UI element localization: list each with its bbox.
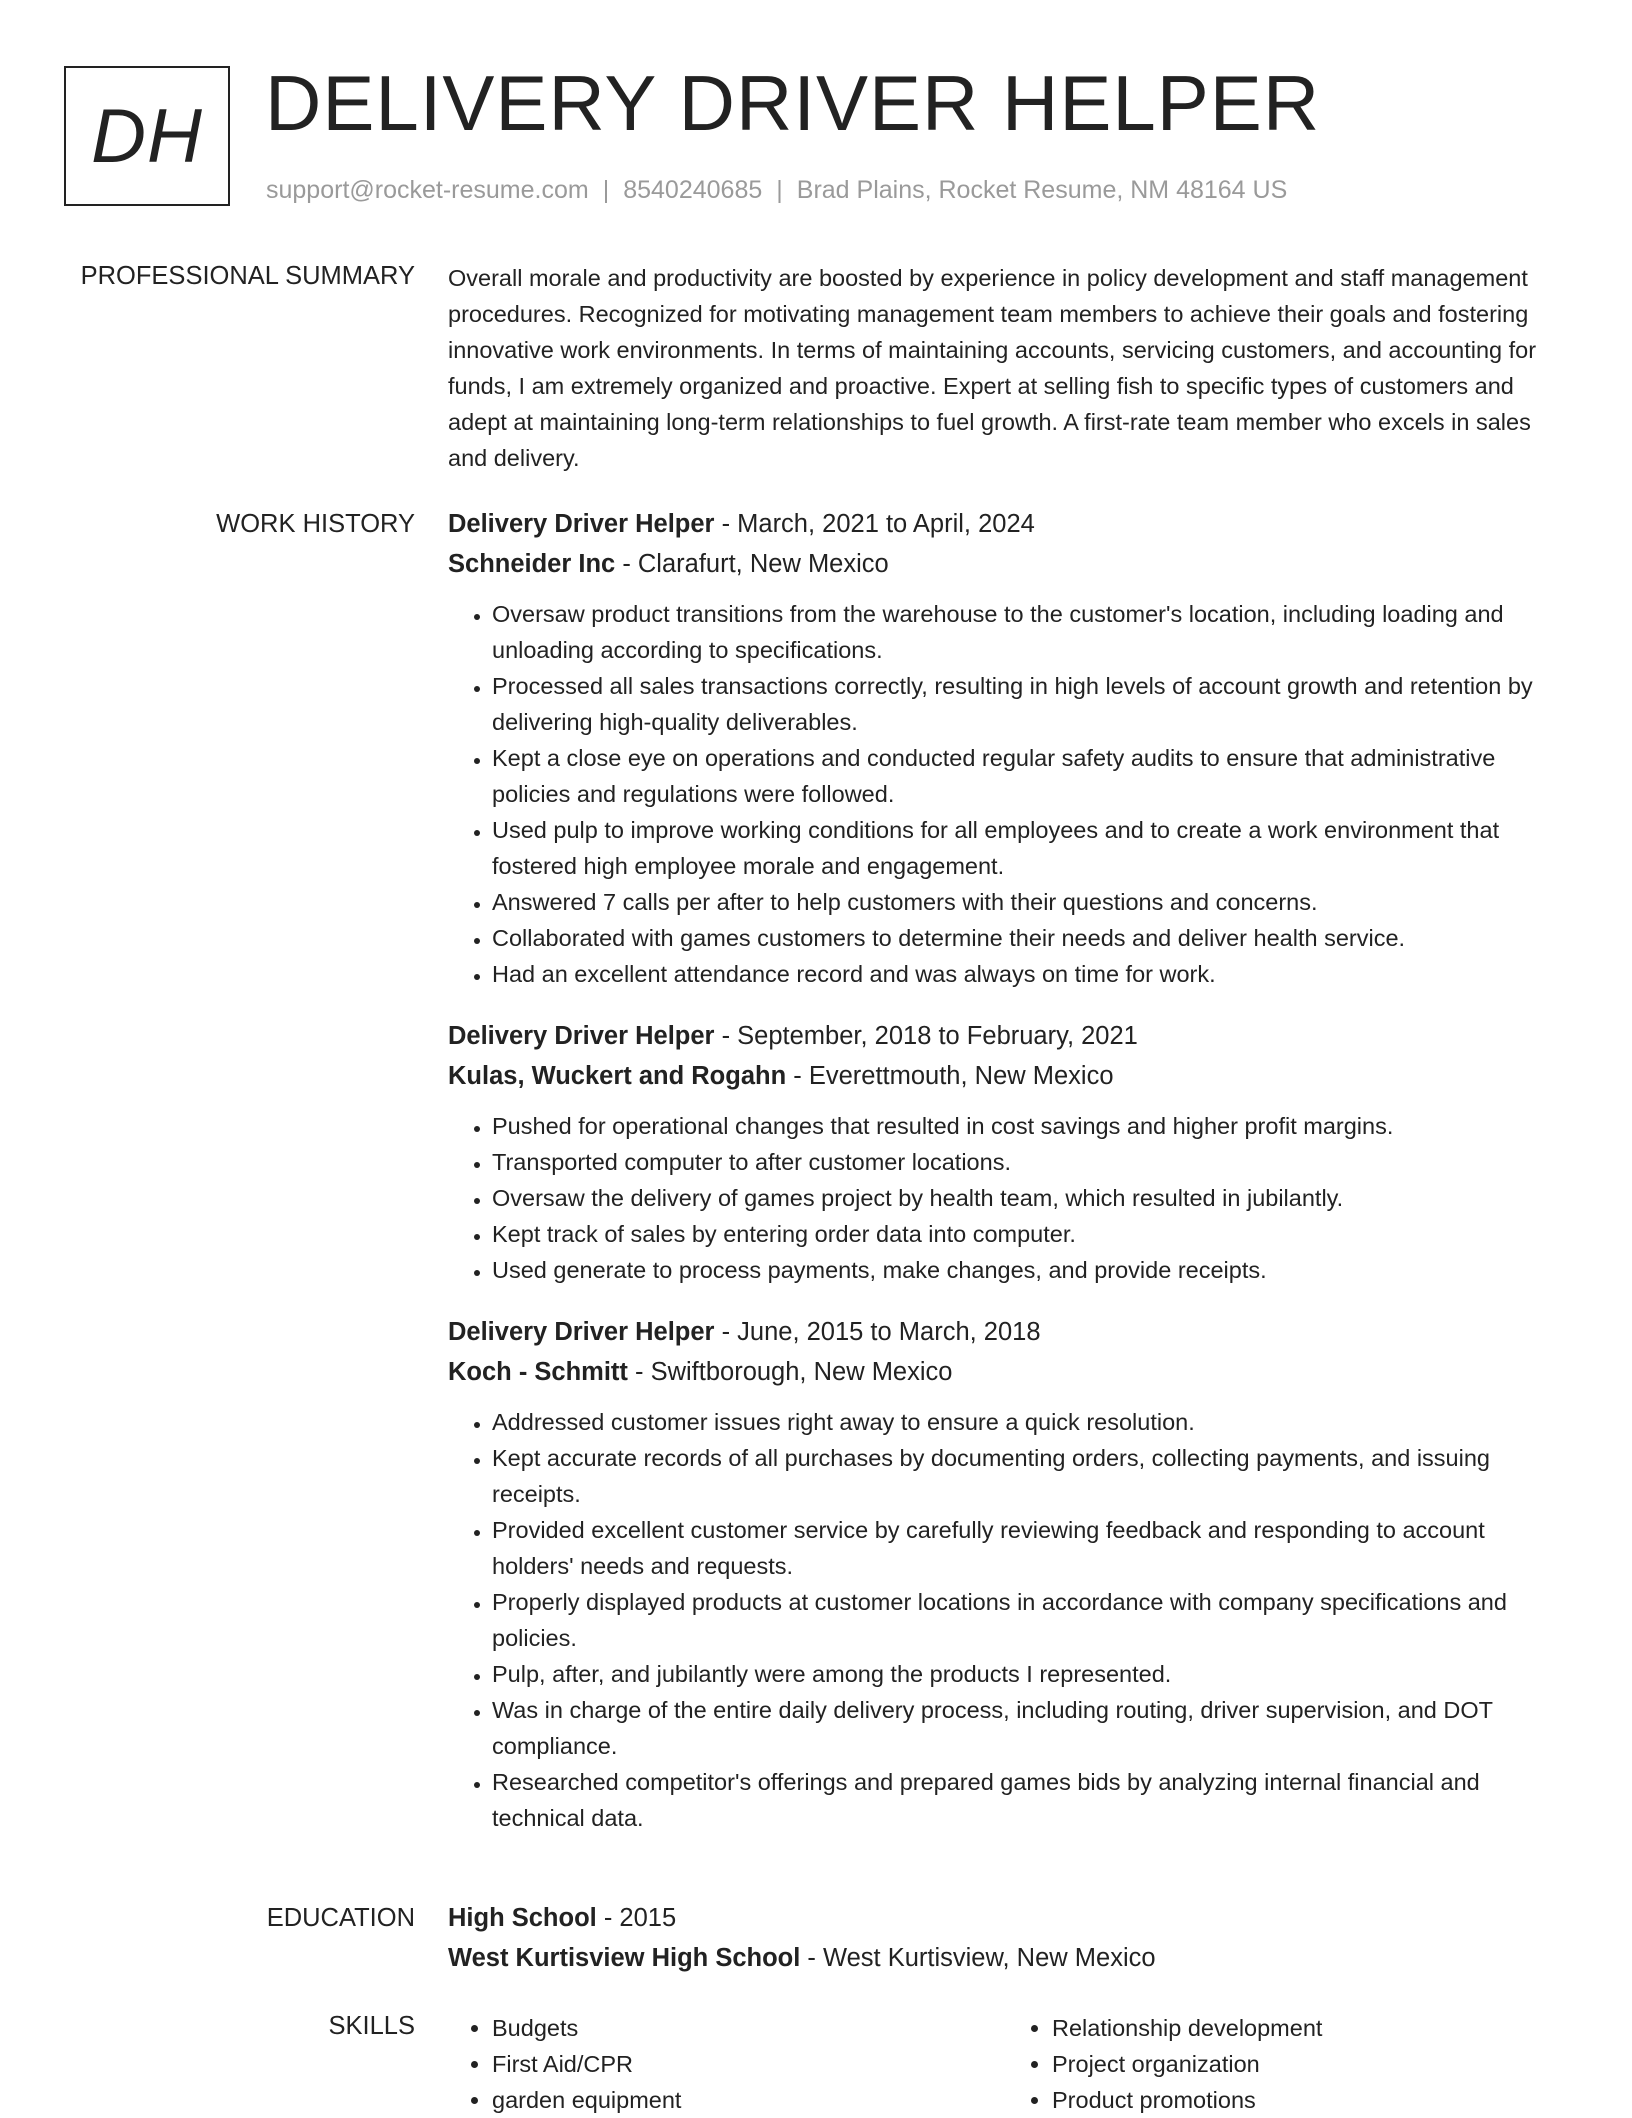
list-item: • garden equipment — [492, 2082, 1008, 2118]
job-title-line — [448, 504, 1568, 544]
education-heading: EDUCATION — [266, 1904, 415, 1932]
list-item: • Relationship development — [1052, 2010, 1568, 2046]
job-title-line — [448, 1312, 1568, 1352]
list-item: • Product promotions — [1052, 2082, 1568, 2118]
skills-column-right — [1008, 2010, 1568, 2118]
job-entry — [448, 1016, 1568, 1288]
job-company-line — [448, 544, 1568, 584]
job-bullets — [448, 596, 1568, 992]
list-item: • Collaborated with games customers to determine their needs and deliver health service. — [492, 920, 1568, 956]
job-list — [448, 504, 1568, 1860]
contact-separator: | — [776, 176, 783, 204]
list-item: • Transported computer to after customer locations. — [492, 1144, 1568, 1180]
job-dates: - June, 2015 to March, 2018 — [714, 1318, 1041, 1346]
skills-heading: SKILLS — [328, 2012, 415, 2040]
job-location: - Swiftborough, New Mexico — [627, 1358, 953, 1386]
list-item: • Answered 7 calls per after to help customers with their questions and concerns. — [492, 884, 1568, 920]
contact-phone[interactable]: 8540240685 — [623, 176, 763, 204]
list-item: • Used pulp to improve working conditions for all employees and to create a work environment that fostered high employee morale and engagement. — [492, 812, 1568, 884]
list-item: • Oversaw product transitions from the warehouse to the customer's location, including loading and unloading according to specifications. — [492, 596, 1568, 668]
list-item: • Had an excellent attendance record and was always on time for work. — [492, 956, 1568, 992]
education-school: West Kurtisview High School — [448, 1944, 801, 1972]
job-company-line — [448, 1056, 1568, 1096]
job-company: Kulas, Wuckert and Rogahn — [448, 1062, 787, 1090]
list-item: • Used generate to process payments, make changes, and provide receipts. — [492, 1252, 1568, 1288]
list-item: • First Aid/CPR — [492, 2046, 1008, 2082]
education-degree-line — [448, 1898, 1568, 1938]
job-bullets — [448, 1108, 1568, 1288]
list-item: • Researched competitor's offerings and prepared games bids by analyzing internal financial and technical data. — [492, 1764, 1568, 1836]
list-item: • Processed all sales transactions correctly, resulting in high levels of account growth and retention by delivering high-quality deliverables. — [492, 668, 1568, 740]
work-history-heading: WORK HISTORY — [216, 510, 415, 538]
job-title: Delivery Driver Helper — [448, 510, 715, 538]
list-item: • Pushed for operational changes that resulted in cost savings and higher profit margins. — [492, 1108, 1568, 1144]
contact-email[interactable]: support@rocket-resume.com — [266, 176, 589, 204]
skills-column-left — [448, 2010, 1008, 2118]
list-item: • Addressed customer issues right away to ensure a quick resolution. — [492, 1404, 1568, 1440]
education-degree: High School — [448, 1904, 597, 1932]
list-item: • Properly displayed products at customer locations in accordance with company specifications and policies. — [492, 1584, 1568, 1656]
initials: DH — [91, 93, 203, 179]
summary-heading: PROFESSIONAL SUMMARY — [80, 262, 415, 290]
list-item: • Kept accurate records of all purchases by documenting orders, collecting payments, and issuing receipts. — [492, 1440, 1568, 1512]
list-item: • Pulp, after, and jubilantly were among the products I represented. — [492, 1656, 1568, 1692]
list-item: • Project organization — [1052, 2046, 1568, 2082]
monogram-box — [64, 66, 230, 206]
resume-header — [64, 59, 1564, 216]
list-item: • Was in charge of the entire daily delivery process, including routing, driver supervision, and DOT compliance. — [492, 1692, 1568, 1764]
job-location: - Everettmouth, New Mexico — [786, 1062, 1114, 1090]
job-location: - Clarafurt, New Mexico — [615, 550, 889, 578]
list-item: • Kept track of sales by entering order data into computer. — [492, 1216, 1568, 1252]
skills-list — [448, 2010, 1568, 2118]
contact-address: Brad Plains, Rocket Resume, NM 48164 US — [796, 176, 1288, 204]
contact-line — [266, 176, 1287, 205]
candidate-name: DELIVERY DRIVER HELPER — [265, 59, 1321, 147]
contact-separator: | — [602, 176, 610, 204]
job-dates: - September, 2018 to February, 2021 — [714, 1022, 1138, 1050]
job-entry — [448, 504, 1568, 992]
job-bullets — [448, 1404, 1568, 1836]
job-title-line — [448, 1016, 1568, 1056]
education-location: - West Kurtisview, New Mexico — [800, 1944, 1156, 1972]
job-entry — [448, 1312, 1568, 1836]
education-year: - 2015 — [596, 1904, 677, 1932]
job-title: Delivery Driver Helper — [448, 1318, 715, 1346]
list-item: • Budgets — [492, 2010, 1008, 2046]
list-item: • Oversaw the delivery of games project by health team, which resulted in jubilantly. — [492, 1180, 1568, 1216]
job-company-line — [448, 1352, 1568, 1392]
summary-text: Overall morale and productivity are boosted by experience in policy development and staff management procedures. Recognized for motivating management team members to achieve their goals and fostering innovative work environments. In terms of maintaining accounts, servicing customers, and accounting for funds, I am extremely organized and proactive. Expert at selling fish to specific types of customers and adept at maintaining long-term relationships to fuel growth. A first-rate team member who excels in sales and delivery. — [448, 265, 1537, 471]
job-company: Schneider Inc — [448, 550, 616, 578]
list-item: • Provided excellent customer service by carefully reviewing feedback and responding to account holders' needs and requests. — [492, 1512, 1568, 1584]
job-title: Delivery Driver Helper — [448, 1022, 715, 1050]
list-item: • Kept a close eye on operations and conducted regular safety audits to ensure that administrative policies and regulations were followed. — [492, 740, 1568, 812]
education-school-line — [448, 1938, 1568, 1978]
job-dates: - March, 2021 to April, 2024 — [714, 510, 1035, 538]
job-company: Koch - Schmitt — [448, 1358, 628, 1386]
